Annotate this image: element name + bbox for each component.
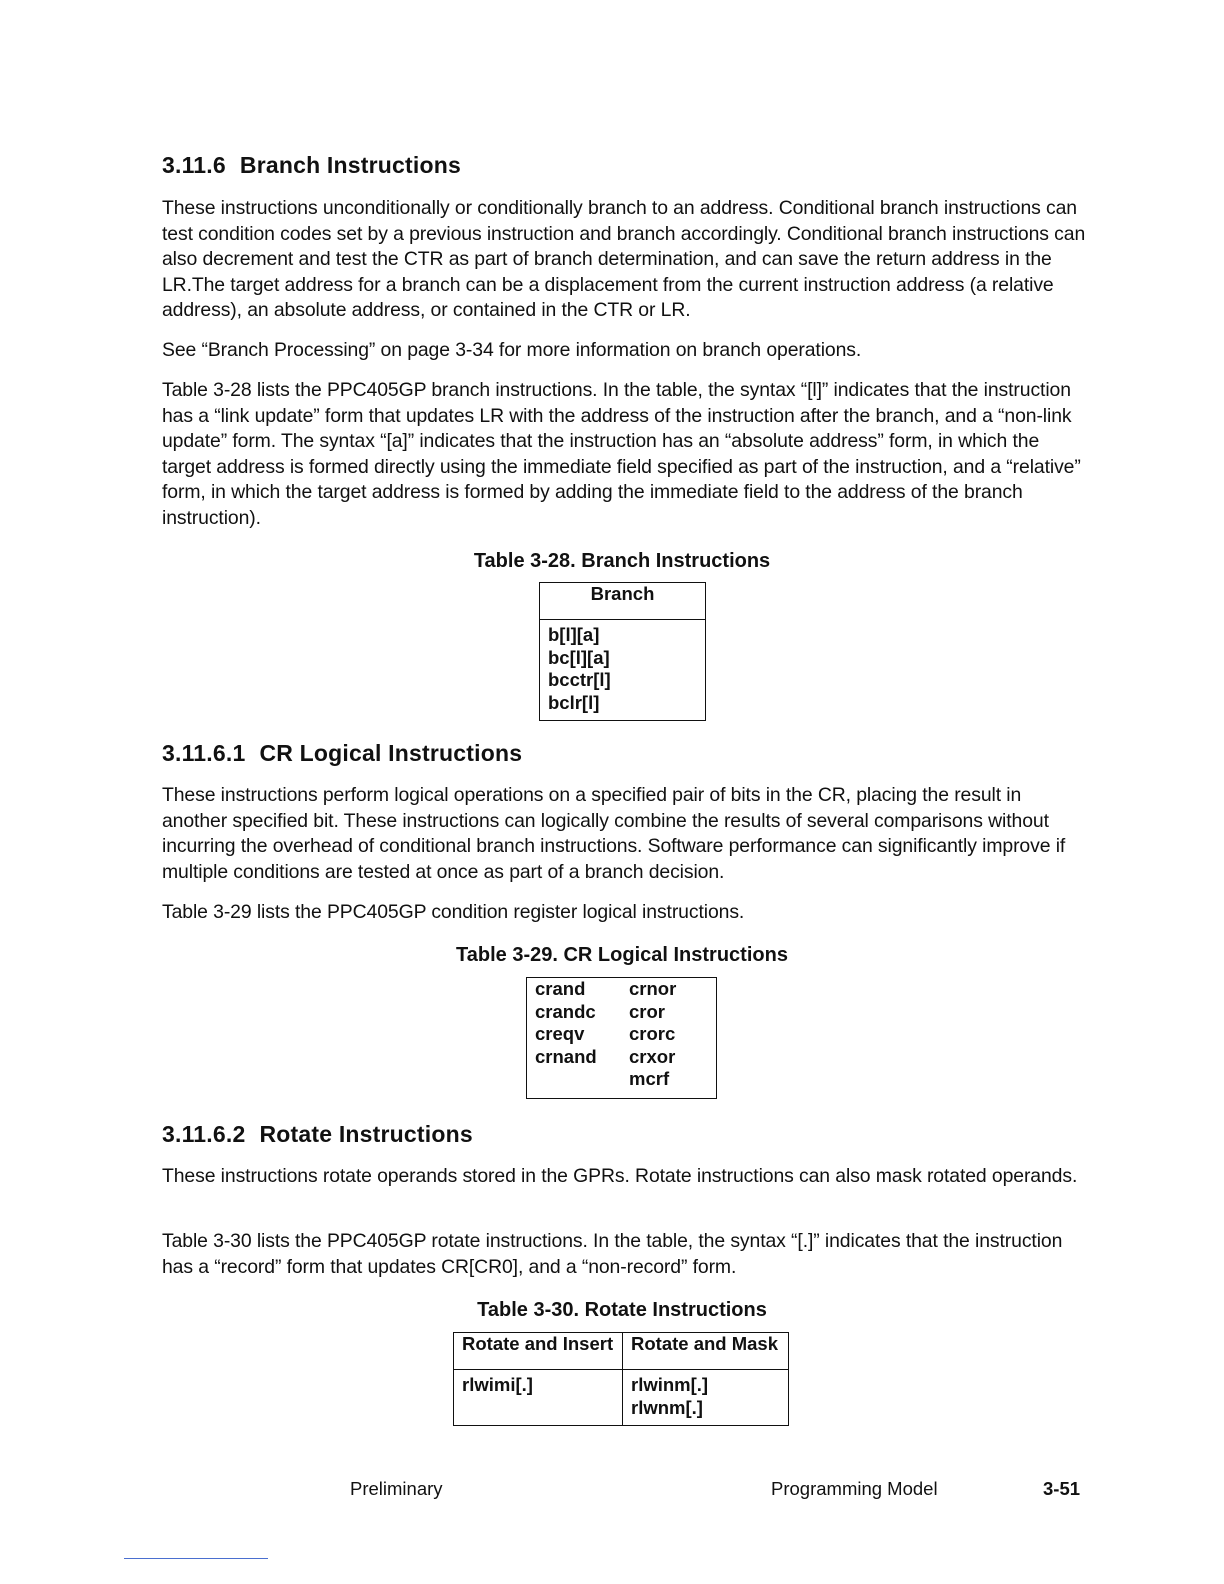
- table-column: [527, 978, 622, 1099]
- section-heading-rotate: [162, 1121, 473, 1148]
- paragraph-rotate-table-desc: Table 3-30 lists the PPC405GP rotate instructions. In the table, the syntax “[.]” indicates that the instruction has a “record” form that updates CR[CR0], and a “non-record” form.: [162, 1230, 1063, 1278]
- table-caption-3-30: Table 3-30. Rotate Instructions: [477, 1299, 767, 1321]
- section-number: 3.11.6.2: [162, 1121, 246, 1147]
- table-row: creqv: [535, 1023, 585, 1044]
- paragraph-cr-table-desc: Table 3-29 lists the PPC405GP condition register logical instructions.: [162, 901, 745, 923]
- table-row: crand: [535, 978, 586, 999]
- footer-divider: [124, 1558, 268, 1559]
- table-row: crorc: [629, 1023, 676, 1044]
- paragraph-branch-table-desc: Table 3-28 lists the PPC405GP branch instructions. In the table, the syntax “[l]” indicates that the instruction has a “link update” form that updates LR with the address of the instruction after the branch, and a “non-link update” form. The syntax “[a]” indicates that the instruction has an “absolute address” form, in which the target address is formed directly using the immediate field specified as part of the instruction, and a “relative” form, in which the target address is formed by adding the immediate field to the address of the branch instruction).: [162, 379, 1081, 529]
- table-row: rlwnm[.]: [631, 1396, 703, 1418]
- section-number: 3.11.6: [162, 152, 226, 178]
- footer-page-number: 3-51: [1043, 1478, 1081, 1499]
- table-row: rlwinm[.]: [631, 1374, 709, 1395]
- section-title: CR Logical Instructions: [259, 740, 523, 766]
- table-header: Rotate and Insert: [454, 1333, 623, 1370]
- table-header: Rotate and Mask: [623, 1333, 789, 1370]
- table-row: b[l][a]: [548, 624, 600, 645]
- table-cell: [454, 1370, 623, 1426]
- section-number: 3.11.6.1: [162, 740, 246, 766]
- paragraph-branch-intro: These instructions unconditionally or conditionally branch to an address. Conditional branch instructions can test condition codes set by a previous instruction and branch accordingly. Conditional branch instructions can also decrement and test the CTR as part of branch determination, and can save the return address in the LR.The target address for a branch can be a displacement from the current instruction address (a relative address), an absolute address, or contained in the CTR or LR.: [162, 197, 1086, 322]
- table-row: bclr[l]: [548, 691, 600, 713]
- table-row: crnor: [629, 978, 677, 999]
- section-title: Branch Instructions: [239, 152, 461, 178]
- table-row: mcrf: [629, 1068, 670, 1089]
- rotate-instructions-table: [453, 1332, 789, 1426]
- table-column: [621, 978, 717, 1099]
- paragraph-branch-see-also: See “Branch Processing” on page 3-34 for more information on branch operations.: [162, 339, 862, 361]
- footer-status: Preliminary: [350, 1478, 443, 1499]
- table-caption-3-28: Table 3-28. Branch Instructions: [473, 550, 771, 572]
- paragraph-cr-intro: These instructions perform logical operations on a specified pair of bits in the CR, placing the result in another specified bit. These instructions can logically combine the results of several comparisons without incurring the overhead of conditional branch instructions. Software performance can significantly improve if multiple conditions are tested at once as part of a branch decision.: [162, 784, 1066, 883]
- table-row: crnand: [535, 1045, 597, 1067]
- table-row: cror: [629, 1000, 665, 1022]
- table-row: crxor: [629, 1045, 676, 1067]
- table-cell: [540, 620, 706, 721]
- table-row: crandc: [535, 1000, 596, 1022]
- table-header: Branch: [540, 583, 706, 620]
- table-cell: [623, 1370, 789, 1426]
- cr-logical-instructions-table: [526, 977, 717, 1099]
- footer-chapter-title: Programming Model: [771, 1478, 938, 1499]
- branch-instructions-table: [539, 582, 706, 721]
- table-row: rlwimi[.]: [462, 1374, 533, 1395]
- section-title: Rotate Instructions: [259, 1121, 473, 1147]
- table-row: bcctr[l]: [548, 669, 611, 690]
- table-caption-3-29: Table 3-29. CR Logical Instructions: [456, 944, 788, 966]
- section-heading-branch: [162, 152, 461, 179]
- table-row: bc[l][a]: [548, 646, 610, 668]
- section-heading-cr-logical: [162, 740, 522, 767]
- paragraph-rotate-intro: These instructions rotate operands stored in the GPRs. Rotate instructions can also mask rotated operands.: [162, 1165, 1078, 1187]
